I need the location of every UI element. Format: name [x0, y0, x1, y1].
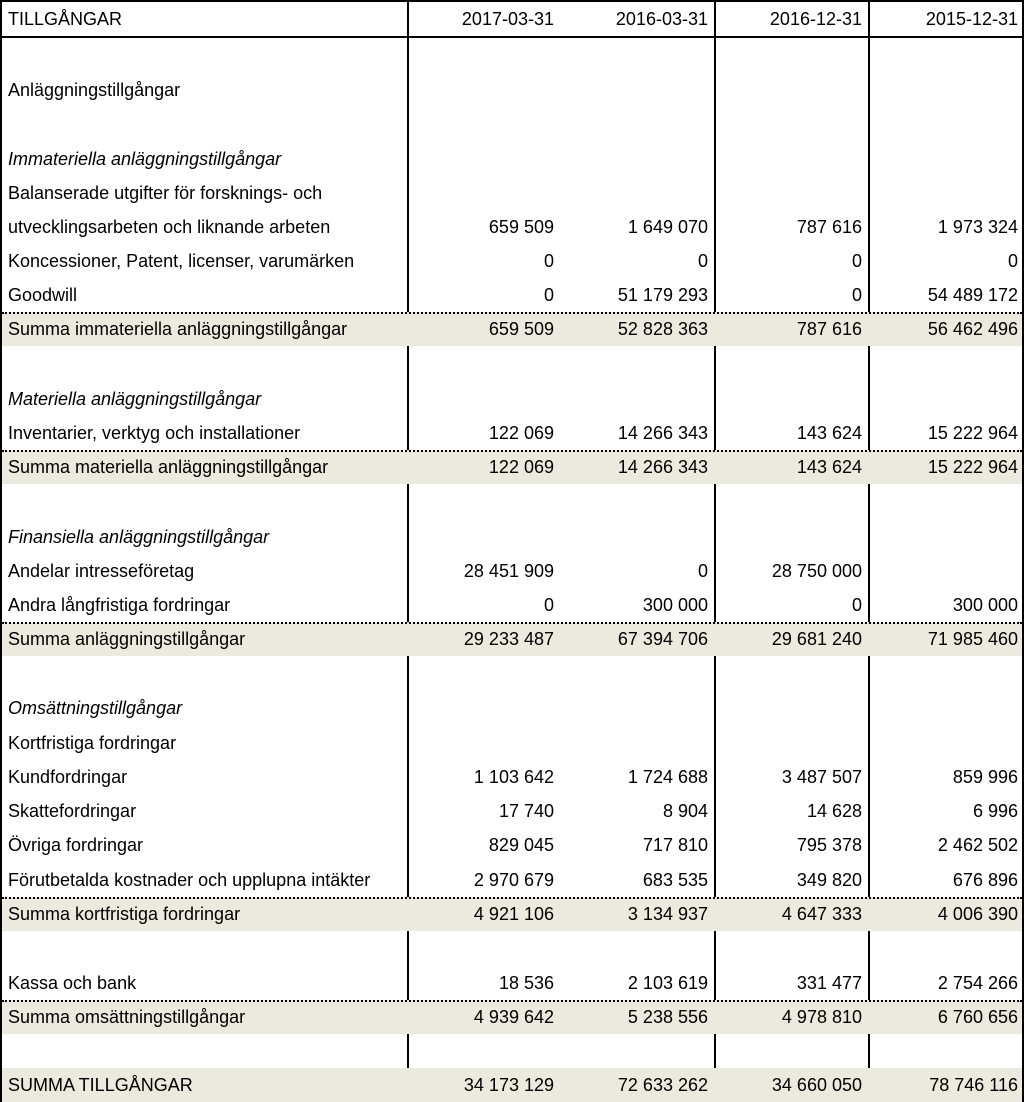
date-column-header: 2017-03-31	[461, 9, 554, 29]
row-label: Materiella anläggningstillgångar	[8, 389, 262, 409]
value-cell: 2 103 619	[627, 973, 708, 993]
table-row	[2, 244, 1022, 278]
value-cell: 1 649 070	[627, 217, 708, 237]
value-cell: 0	[1007, 251, 1018, 271]
value-cell: 300 000	[642, 595, 708, 615]
value-cell: 4 978 810	[781, 1007, 862, 1027]
section-heading	[2, 73, 1022, 107]
value-cell: 349 820	[796, 870, 862, 890]
table-row	[2, 278, 1022, 312]
row-label: Inventarier, verktyg och installationer	[8, 423, 301, 443]
value-cell: 3 134 937	[627, 904, 708, 924]
date-column-header: 2016-03-31	[615, 9, 708, 29]
row-label: Finansiella anläggningstillgångar	[8, 527, 270, 547]
value-cell: 143 624	[796, 457, 862, 477]
value-cell: 717 810	[642, 835, 708, 855]
sum-row	[2, 622, 1022, 656]
value-cell: 683 535	[642, 870, 708, 890]
value-cell: 1 103 642	[473, 767, 554, 787]
value-cell: 67 394 706	[617, 629, 708, 649]
row-label: Andra långfristiga fordringar	[8, 595, 231, 615]
value-cell: 0	[697, 251, 708, 271]
value-cell: 2 462 502	[937, 835, 1018, 855]
value-cell: 29 681 240	[771, 629, 862, 649]
value-cell: 0	[543, 251, 554, 271]
row-label: Kassa och bank	[8, 973, 137, 993]
value-cell: 1 724 688	[627, 767, 708, 787]
table-row	[2, 176, 1022, 210]
row-label: Goodwill	[8, 285, 78, 305]
value-cell: 6 760 656	[937, 1007, 1018, 1027]
row-label: Summa immateriella anläggningstillgångar	[8, 319, 348, 339]
row-label: utvecklingsarbeten och liknande arbeten	[8, 217, 331, 237]
value-cell: 331 477	[796, 973, 862, 993]
value-cell: 829 045	[488, 835, 554, 855]
row-label: Summa kortfristiga fordringar	[8, 904, 241, 924]
value-cell: 787 616	[796, 319, 862, 339]
value-cell: 17 740	[498, 801, 554, 821]
value-cell: 56 462 496	[927, 319, 1018, 339]
value-cell: 4 647 333	[781, 904, 862, 924]
table-row	[2, 760, 1022, 794]
value-cell: 14 266 343	[617, 423, 708, 443]
value-cell: 6 996	[972, 801, 1018, 821]
subsection-heading	[2, 382, 1022, 416]
value-cell: 659 509	[488, 319, 554, 339]
value-cell: 28 451 909	[463, 561, 554, 581]
value-cell: 2 754 266	[937, 973, 1018, 993]
table-row	[2, 794, 1022, 828]
row-label: Övriga fordringar	[8, 835, 144, 855]
value-cell: 52 828 363	[617, 319, 708, 339]
value-cell: 0	[851, 595, 862, 615]
date-column-header: 2015-12-31	[925, 9, 1018, 29]
value-cell: 1 973 324	[937, 217, 1018, 237]
row-label: Kundfordringar	[8, 767, 128, 787]
row-label: SUMMA TILLGÅNGAR	[8, 1075, 193, 1095]
row-label: Andelar intresseföretag	[8, 561, 195, 581]
value-cell: 300 000	[952, 595, 1018, 615]
value-cell: 14 266 343	[617, 457, 708, 477]
value-cell	[870, 554, 1018, 588]
table-row	[2, 966, 1022, 1000]
value-cell: 4 939 642	[473, 1007, 554, 1027]
value-cell: 34 660 050	[771, 1075, 862, 1095]
row-label: Summa omsättningstillgångar	[8, 1007, 246, 1027]
table-row	[2, 726, 1022, 760]
value-cell: 787 616	[796, 217, 862, 237]
row-label: Anläggningstillgångar	[8, 80, 181, 100]
row-label: Balanserade utgifter för forsknings- och	[8, 183, 323, 203]
date-column-header: 2016-12-31	[769, 9, 862, 29]
value-cell: 78 746 116	[929, 1075, 1018, 1095]
value-cell: 72 633 262	[617, 1075, 708, 1095]
value-cell: 859 996	[952, 767, 1018, 787]
value-cell: 143 624	[796, 423, 862, 443]
row-label: Kortfristiga fordringar	[8, 733, 177, 753]
value-cell: 795 378	[796, 835, 862, 855]
value-cell: 676 896	[952, 870, 1018, 890]
value-cell: 5 238 556	[627, 1007, 708, 1027]
value-cell: 15 222 964	[927, 423, 1018, 443]
value-cell: 2 970 679	[473, 870, 554, 890]
value-cell: 0	[697, 561, 708, 581]
table-row	[2, 210, 1022, 244]
row-label: Immateriella anläggningstillgångar	[8, 149, 282, 169]
value-cell: 51 179 293	[617, 285, 708, 305]
value-cell: 122 069	[488, 457, 554, 477]
sum-row	[2, 312, 1022, 346]
row-label: Omsättningstillgångar	[8, 698, 183, 718]
total-row	[2, 1068, 1022, 1102]
sum-row	[2, 1000, 1022, 1034]
row-label: Koncessioner, Patent, licenser, varumärken	[8, 251, 355, 271]
value-cell: 71 985 460	[927, 629, 1018, 649]
table-row	[2, 554, 1022, 588]
sum-row	[2, 450, 1022, 484]
table-title: TILLGÅNGAR	[8, 9, 123, 29]
row-label: Summa anläggningstillgångar	[8, 629, 246, 649]
value-cell: 34 173 129	[463, 1075, 554, 1095]
value-cell: 122 069	[488, 423, 554, 443]
value-cell: 29 233 487	[463, 629, 554, 649]
value-cell: 15 222 964	[927, 457, 1018, 477]
value-cell: 28 750 000	[771, 561, 862, 581]
table-row	[2, 588, 1022, 622]
row-label: Förutbetalda kostnader och upplupna intäkter	[8, 870, 371, 890]
sum-row	[2, 897, 1022, 931]
row-label: Skattefordringar	[8, 801, 137, 821]
value-cell: 18 536	[498, 973, 554, 993]
table-header	[2, 2, 1022, 38]
table-row	[2, 828, 1022, 862]
table-row	[2, 416, 1022, 450]
value-cell: 0	[851, 285, 862, 305]
value-cell: 659 509	[488, 217, 554, 237]
value-cell: 14 628	[806, 801, 862, 821]
value-cell: 3 487 507	[781, 767, 862, 787]
value-cell: 4 921 106	[473, 904, 554, 924]
value-cell: 4 006 390	[937, 904, 1018, 924]
value-cell: 0	[543, 285, 554, 305]
subsection-heading	[2, 691, 1022, 725]
value-cell: 8 904	[662, 801, 708, 821]
value-cell: 0	[543, 595, 554, 615]
subsection-heading	[2, 142, 1022, 176]
row-label: Summa materiella anläggningstillgångar	[8, 457, 329, 477]
subsection-heading	[2, 520, 1022, 554]
value-cell: 0	[851, 251, 862, 271]
value-cell: 54 489 172	[927, 285, 1018, 305]
table-row	[2, 863, 1022, 897]
